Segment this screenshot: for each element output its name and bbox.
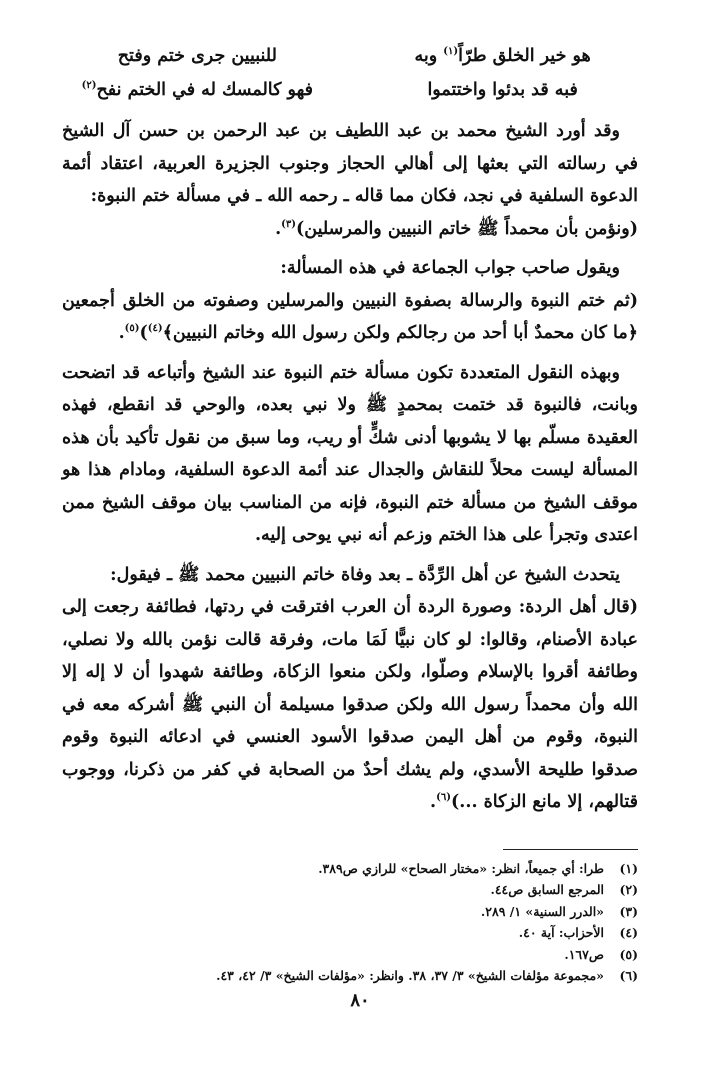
footnote: (١) طرا: أي جميعاً، انظر: «مختار الصحاح» للرازي ص٣٨٩. [318,860,638,876]
verse-second-hemistich: فهو كالمسك له في الختم نفح$^{(٢)}$ [81,80,314,101]
footnote-ref: (١) [443,46,459,58]
verse-first-hemistich: هو خير الخلق طرّاً$^{(١)}$ وبه [414,46,591,67]
page-number: ٨٠ [350,990,370,1011]
poem-verse [62,74,638,108]
poem [62,40,638,108]
footnote: (٤) الأحزاب: آية ٤٠. [518,925,638,940]
footnotes [62,858,638,987]
verse-first-hemistich: فبه قد بدئوا واختتموا [427,80,578,101]
footnote-separator [503,849,638,850]
footnote-ref: (٤) [147,323,163,335]
footnote: (٦) «مجموعة مؤلفات الشيخ» ٣/ ٣٧، ٣٨. وانظر: «مؤلفات الشيخ» ٣/ ٤٢، ٤٣. [216,968,638,983]
quote-paragraph: (قال أهل الردة: وصورة الردة أن العرب افترقت في ردتها، فطائفة رجعت إلى عبادة الأصنام، وقالوا: لو كان نبيًّا لَمَا مات، وفرقة قالت نؤمن بالله ولا نصلي، وطائفة أقروا بالإسلام وصلّوا، ولكن منعوا الزكاة، وطائفة شهدوا أن لا إله إلا الله وأن محمداً رسول الله ولكن صدقوا مسيلمة أن النبي ﷺ أشركه معه في النبوة، وقوم من أهل اليمن صدقوا الأسود العنسي في ادعائه النبوة وقوم صدقوا طليحة الأسدي، ولم يشك أحدٌ من الصحابة في كفر من ذكرنا، ووجوب قتالهم، إلا مانع الزكاة ...)$^{(٦)}$. [62,597,638,812]
paragraph: وبهذه النقول المتعددة تكون مسألة ختم النبوة عند الشيخ وأتباعه قد اتضحت وبانت، فالنبوة قد ختمت بمحمدٍ ﷺ ولا نبي بعده، والوحي قد انقطع، فهذه العقيدة مسلّم بها لا يشوبها أدنى شكٍّ أو ريب، وما سبق من نقول تأكيد بأن هذه المسألة ليست محلاً للنقاش والجدال عند أئمة الدعوة السلفية، ومادام هذا هو موقف الشيخ من مسألة ختم النبوة، فإنه من المناسب بيان موقف الشيخ ممن اعتدى وتجرأ على هذا الختم وزعم أنه نبي يوحى إليه. [62,362,638,545]
verse-second-hemistich: للنبيين جرى ختم وفتح [117,46,277,67]
footnote-ref: (٦) [436,792,451,804]
poem-verse [62,40,638,74]
footnote: (٥) ص١٦٧. [564,946,638,962]
paragraph: يتحدث الشيخ عن أهل الرِّدَّة ـ بعد وفاة خاتم النبيين محمد ﷺ ـ فيقول: [110,564,620,585]
book-page [62,40,638,1034]
quote-paragraph: (ثم ختم النبوة والرسالة بصفوة النبيين والمرسلين وصفوته من الخلق أجمعين ﴿ما كان محمدٌ أبا أحد من رجالكم ولكن رسول الله وخاتم النبيين﴾$^{(٤)}$)$^{(٥)}$. [62,290,638,343]
footnote: (٢) المرجع السابق ص٤٤. [490,882,638,897]
paragraph: ويقول صاحب جواب الجماعة في هذه المسألة: [280,258,620,278]
footnote: (٣) «الدرر السنية» ١/ ٢٨٩. [480,903,638,919]
footnote-ref: (٣) [281,218,296,230]
footnote-ref: (٢) [81,80,97,92]
footnote-ref: (٥) [124,323,140,335]
quote-paragraph: (ونؤمن بأن محمداً ﷺ خاتم النبيين والمرسلين)$^{(٣)}$. [275,218,638,239]
paragraph: وقد أورد الشيخ محمد بن عبد اللطيف بن عبد الرحمن بن حسن آل الشيخ في رسالته التي بعثها إلى أهالي الحجاز وجنوب الجزيرة العربية، اعتقاد أئمة الدعوة السلفية في نجد، فكان مما قاله ـ رحمه الله ـ في مسألة ختم النبوة: [62,121,638,206]
